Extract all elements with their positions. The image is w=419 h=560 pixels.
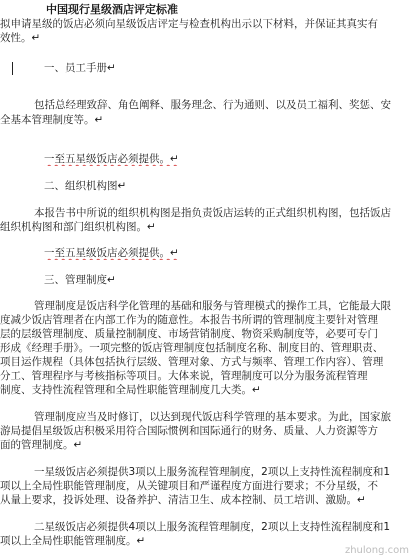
paragraph-line: 一星级饭店必须提供3项以上服务流程管理制度，2项以上支持性流程制度和1 <box>34 466 391 478</box>
paragraph-line: 项以上全局性职能管理制度。↵ <box>0 535 146 547</box>
paragraph-line: 面的管理制度。↵ <box>0 439 83 451</box>
paragraph-line: 从量上要求，投诉处理、设备养护、清洁卫生、成本控制、员工培训、激励。↵ <box>0 494 366 506</box>
heading-management-rules: 三、管理制度↵ <box>44 274 116 286</box>
heading-org-chart: 二、组织机构图↵ <box>44 180 127 192</box>
paragraph-line: 效性。↵ <box>0 32 41 44</box>
paragraph-line: 本报告书中所说的组织机构图是指负责饭店运转的正式组织机构图，包括饭店 <box>34 207 391 219</box>
paragraph-line: 拟申请星级的饭店必须向星级饭店评定与检查机构出示以下材料，并保证其真实有 <box>0 18 378 30</box>
paragraph-line: 度减少饭店管理者在内部工作为的随意性。本报告书所谓的管理制度主要针对管理 <box>0 314 378 326</box>
paragraph-line: 层的层级管理制度、质量控制制度、市场营销制度、物资采购制度等，必要可专门 <box>0 328 378 340</box>
paragraph-line: 项目运作规程（具体包括执行层级、管理对象、方式与频率、管理工作内容）、管理 <box>0 356 384 368</box>
document-title: 中国现行星级酒店评定标准 <box>46 3 178 16</box>
paragraph-line: 管理制度应当及时修订，以达到现代饭店科学管理的基本要求。为此，国家旅 <box>34 411 391 423</box>
paragraph-line: 分工、管理程序与考核指标等项目。大体来说，管理制度可以分为服务流程管理 <box>0 370 368 382</box>
heading-employee-handbook: 一、员工手册↵ <box>44 62 116 74</box>
paragraph-line: 游局提倡星级饭店积极采用符合国际惯例和国际通行的财务、质量、人力资源等方 <box>0 425 378 437</box>
text-cursor <box>12 62 13 75</box>
paragraph-line: 形成《经理手册》。一项完整的饭店管理制度包括制度名称、制度目的、管理职责、 <box>0 342 384 354</box>
requirement-line: 一至五星级饭店必须提供。↵ <box>44 153 179 165</box>
paragraph-line: 包括总经理致辞、角色阐释、服务理念、行为通则、以及员工福利、奖惩、安 <box>34 99 391 111</box>
watermark: zhulong.com <box>344 545 409 556</box>
paragraph-line: 管理制度是饭店科学化管理的基础和服务与管理模式的操作工具，它能最大限 <box>34 300 391 312</box>
paragraph-line: 组织机构图和部门组织机构图。↵ <box>0 221 156 233</box>
paragraph-line: 制度、支持性流程管理和全局性职能管理制度几大类。↵ <box>0 384 261 396</box>
requirement-line: 一至五星级饭店必须提供。↵ <box>44 247 179 259</box>
paragraph-line: 项以上全局性职能管理制度，从关键项目和严谨程度方面进行要求；不分星级，不 <box>0 480 378 492</box>
paragraph-line: 二星级饭店必须提供4项以上服务流程管理制度，2项以上支持性流程制度和1 <box>34 521 391 533</box>
paragraph-line: 全基本管理制度等。↵ <box>0 114 104 126</box>
